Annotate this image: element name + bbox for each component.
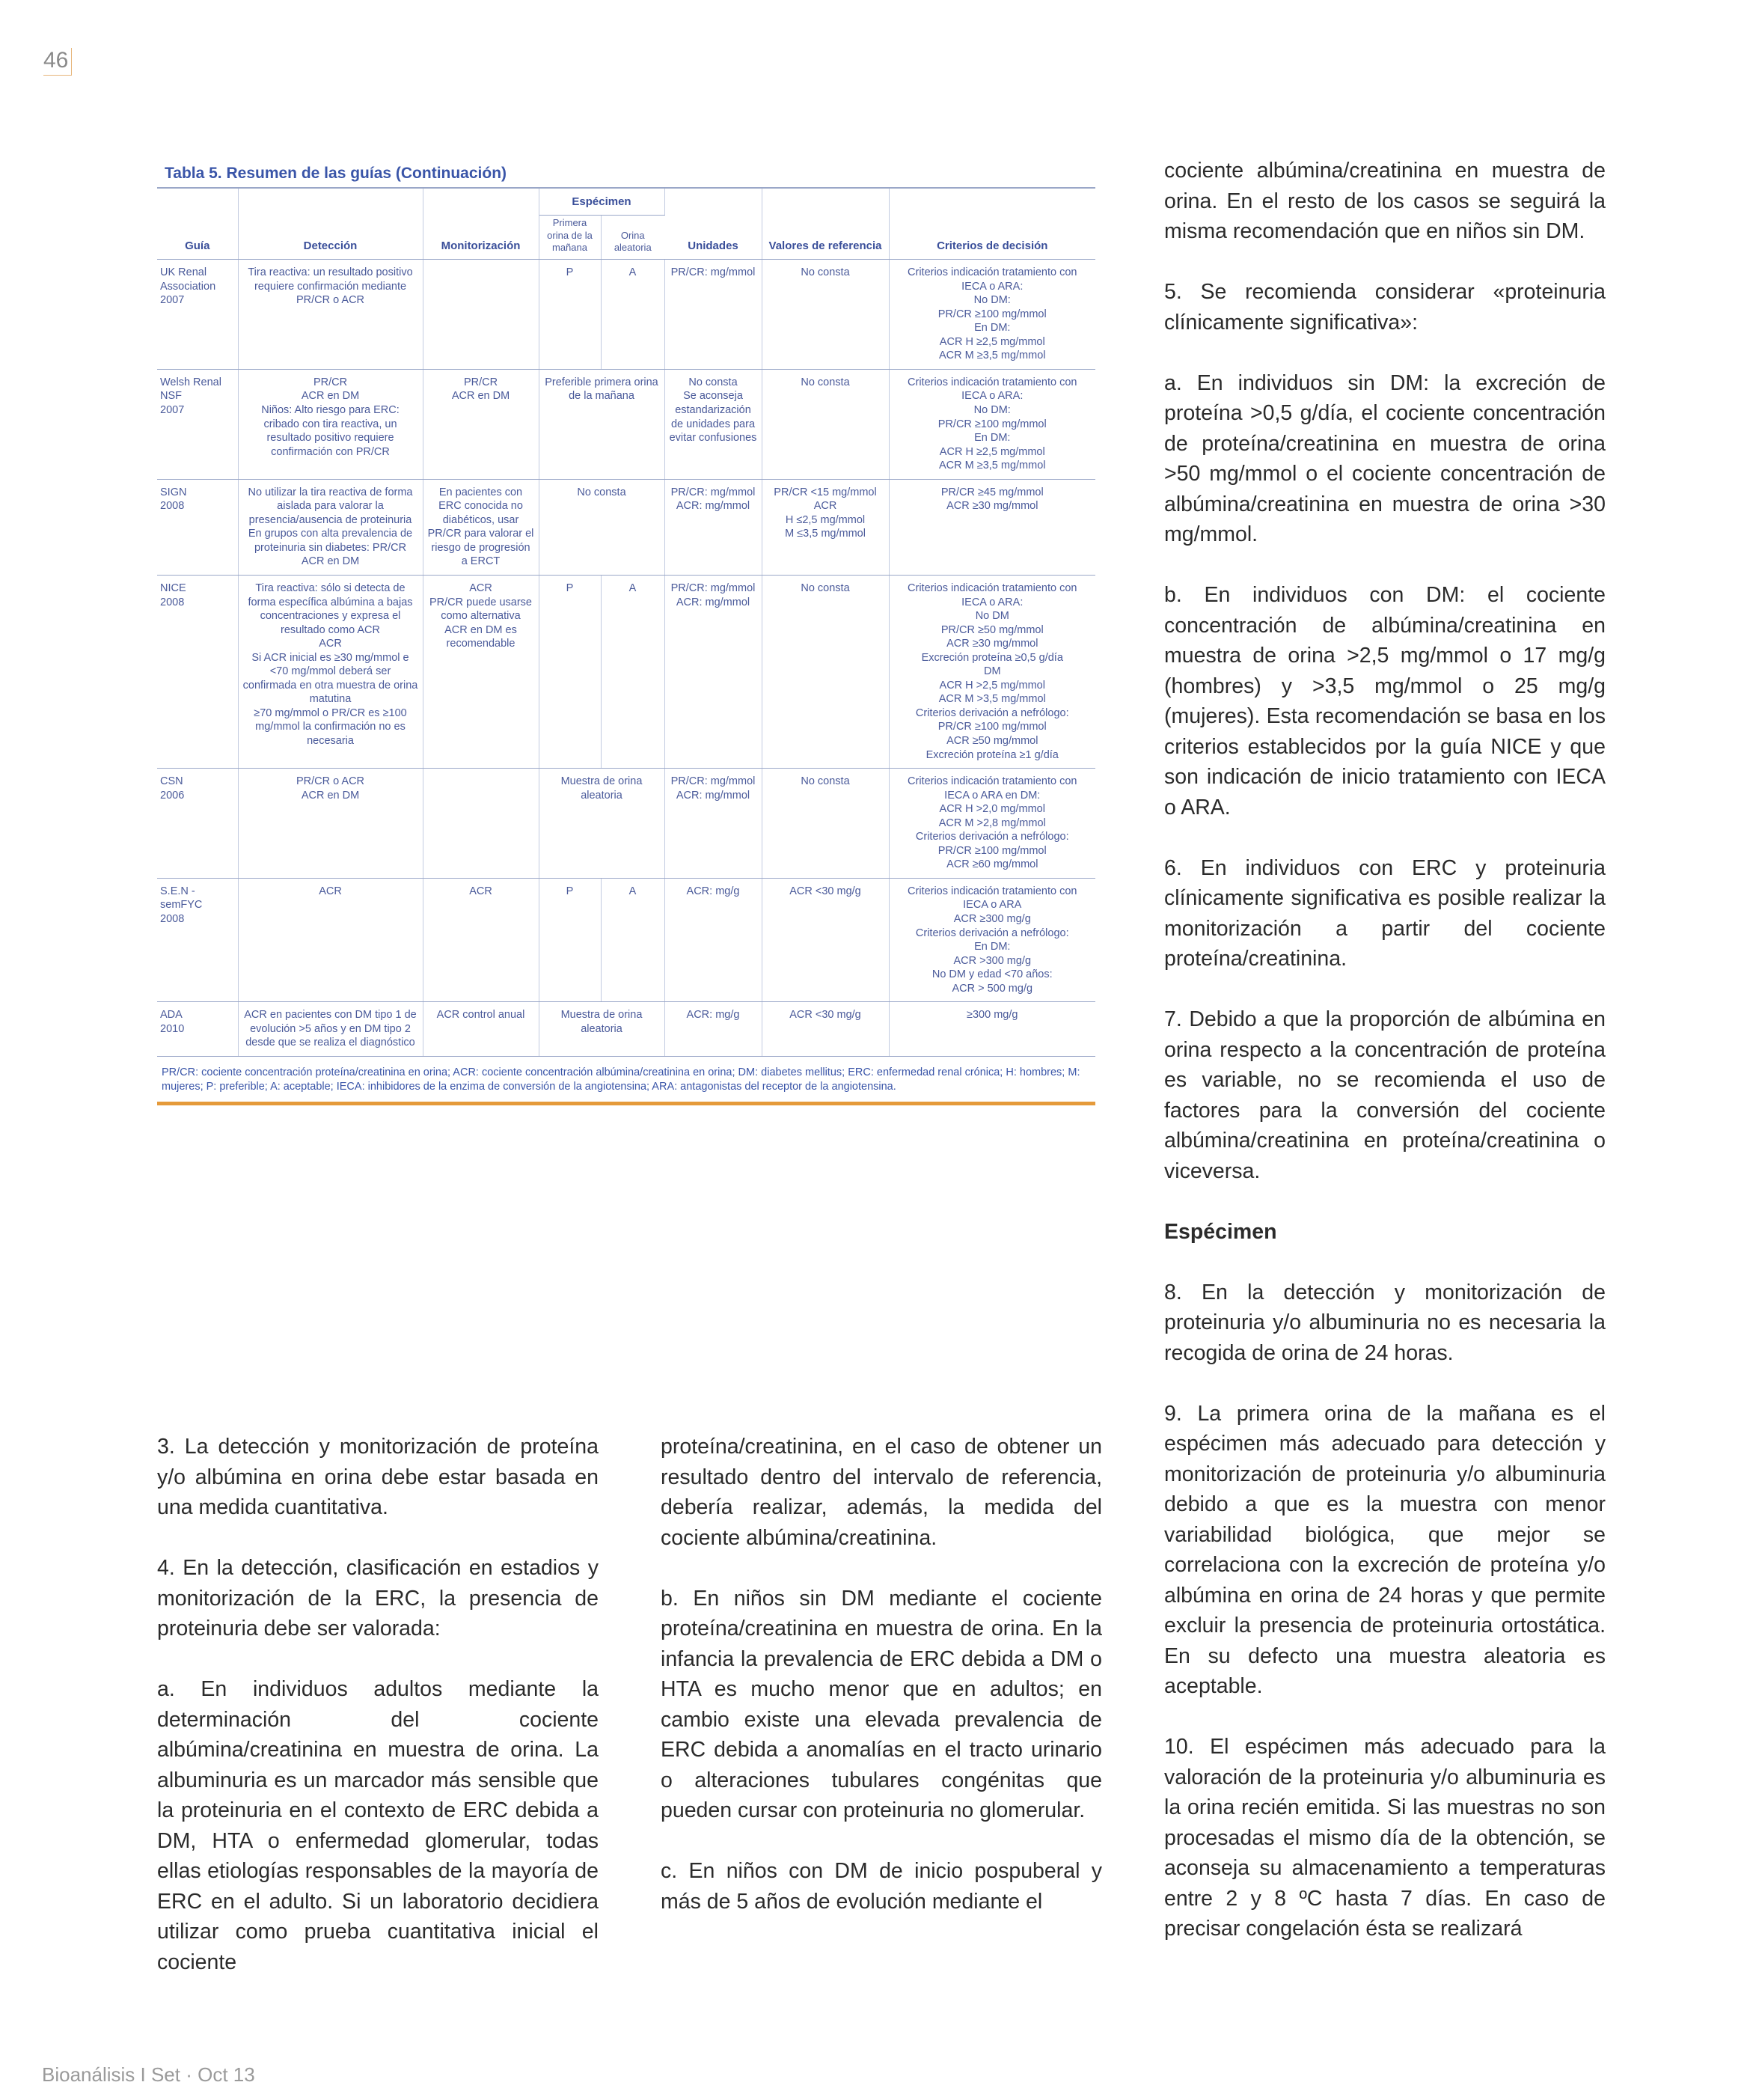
cell-criterios: ≥300 mg/g: [889, 1002, 1095, 1057]
cell-monitorizacion: ACR PR/CR puede usarse como alternativa ACR en DM es recomendable: [423, 576, 539, 769]
paragraph: b. En niños sin DM mediante el cociente proteína/creatinina en muestra de orina. En la infancia la prevalencia de ERC debida a DM o HTA es mucho menor que en adultos; en cambio existe una elevada prevalencia de ERC debida a anomalías en el tracto urinario o alteraciones tubulares congénitas que pueden cursar con proteinuria no glomerular.: [661, 1586, 1102, 1822]
cell-especimen: Preferible primera orina de la mañana: [539, 369, 664, 479]
cell-unidades: No consta Se aconseja estandarización de unidades para evitar confusiones: [664, 369, 762, 479]
paragraph: a. En individuos sin DM: la excreción de proteína >0,5 g/día, el cociente concentración de proteína/creatinina en muestra de orina >50 mg/mmol o el cociente concentración de albúmina/creatinina en muestra de orina >30 mg/mmol.: [1164, 370, 1606, 546]
table-row: [157, 1002, 1095, 1057]
cell-unidades: PR/CR: mg/mmol ACR: mg/mmol: [664, 769, 762, 879]
cell-aleatoria: A: [601, 878, 664, 1001]
cell-criterios: PR/CR ≥45 mg/mmol ACR ≥30 mg/mmol: [889, 479, 1095, 575]
table-row: [157, 576, 1095, 769]
section-heading: Espécimen: [1164, 1219, 1277, 1244]
table-title: Tabla 5. Resumen de las guías (Continuación): [157, 165, 1095, 189]
cell-guia: S.E.N - semFYC 2008: [157, 878, 238, 1001]
cell-valores: PR/CR <15 mg/mmol ACR H ≤2,5 mg/mmol M ≤3,5 mg/mmol: [762, 479, 889, 575]
paragraph: 7. Debido a que la proporción de albúmina en orina respecto a la concentración de proteína es variable, no se recomienda el uso de factores para la conversión del cociente albúmina/creatinina en proteína/creatinina o viceversa.: [1164, 1007, 1606, 1183]
header-primera-orina: Primera orina de la mañana: [539, 216, 601, 260]
guidelines-table: [157, 189, 1095, 1057]
cell-criterios: Criterios indicación tratamiento con IECA o ARA: No DM PR/CR ≥50 mg/mmol ACR ≥30 mg/mmol Excreción proteína ≥0,5 g/día DM ACR H >2,5 mg/mmol ACR M >3,5 mg/mmol Criterios derivación a nefrólogo: PR/CR ≥100 mg/mmol ACR ≥50 mg/mmol Excreción proteína ≥1 g/día: [889, 576, 1095, 769]
cell-monitorizacion: ACR control anual: [423, 1002, 539, 1057]
text-column-left: [157, 1432, 599, 2008]
header-criterios: Criterios de decisión: [889, 189, 1095, 260]
text-column-right: [1164, 156, 1606, 1974]
cell-valores: ACR <30 mg/g: [762, 1002, 889, 1057]
table-row: [157, 369, 1095, 479]
cell-deteccion: ACR en pacientes con DM tipo 1 de evolución >5 años y en DM tipo 2 desde que se realiza el diagnóstico: [238, 1002, 423, 1057]
cell-guia: NICE 2008: [157, 576, 238, 769]
header-valores: Valores de referencia: [762, 189, 889, 260]
table-row: [157, 260, 1095, 370]
table-row: [157, 878, 1095, 1001]
paragraph: 6. En individuos con ERC y proteinuria clínicamente significativa es posible realizar la monitorización a partir del cociente proteína/creatinina.: [1164, 855, 1606, 971]
cell-valores: No consta: [762, 369, 889, 479]
cell-guia: CSN 2006: [157, 769, 238, 879]
paragraph: 9. La primera orina de la mañana es el espécimen más adecuado para detección y monitorización de proteinuria y/o albuminuria debido a que es la muestra con menor variabilidad biológica, que mejor se correlaciona con la excreción de proteína y/o albúmina en orina de 24 horas y que permite excluir la presencia de proteinuria ortostática. En su defecto una muestra aleatoria es aceptable.: [1164, 1401, 1606, 1698]
cell-especimen: No consta: [539, 479, 664, 575]
cell-primera: P: [539, 878, 601, 1001]
header-deteccion: Detección: [238, 189, 423, 260]
cell-guia: UK Renal Association 2007: [157, 260, 238, 370]
cell-guia: Welsh Renal NSF 2007: [157, 369, 238, 479]
paragraph: a. En individuos adultos mediante la determinación del cociente albúmina/creatinina en muestra de orina. La albuminuria es un marcador más sensible que la proteinuria en el contexto de ERC debida a DM, HTA o enfermedad glomerular, todas ellas etiologías responsables de la mayoría de ERC en el adulto. Si un laboratorio decidiera utilizar como prueba cuantitativa inicial el cociente: [157, 1677, 599, 1974]
cell-criterios: Criterios indicación tratamiento con IECA o ARA en DM: ACR H >2,0 mg/mmol ACR M >2,8 mg/mmol Criterios derivación a nefrólogo: PR/CR ≥100 mg/mmol ACR ≥60 mg/mmol: [889, 769, 1095, 879]
cell-deteccion: PR/CR o ACR ACR en DM: [238, 769, 423, 879]
cell-deteccion: Tira reactiva: un resultado positivo requiere confirmación mediante PR/CR o ACR: [238, 260, 423, 370]
paragraph: 5. Se recomienda considerar «proteinuria clínicamente significativa»:: [1164, 280, 1606, 335]
cell-deteccion: ACR: [238, 878, 423, 1001]
cell-unidades: ACR: mg/g: [664, 878, 762, 1001]
cell-valores: No consta: [762, 260, 889, 370]
paragraph: c. En niños con DM de inicio pospuberal y más de 5 años de evolución mediante el: [661, 1859, 1102, 1914]
cell-monitorizacion: [423, 769, 539, 879]
cell-monitorizacion: PR/CR ACR en DM: [423, 369, 539, 479]
cell-criterios: Criterios indicación tratamiento con IECA o ARA: No DM: PR/CR ≥100 mg/mmol En DM: ACR H ≥2,5 mg/mmol ACR M ≥3,5 mg/mmol: [889, 369, 1095, 479]
table-row: [157, 479, 1095, 575]
paragraph: 10. El espécimen más adecuado para la valoración de la proteinuria y/o albuminuria es la orina recién emitida. Si las muestras no son procesadas el mismo día de la obtención, se aconseja su almacenamiento a temperaturas entre 2 y 8 ºC hasta 7 días. En caso de precisar congelación ésta se realizará: [1164, 1735, 1606, 1941]
cell-valores: ACR <30 mg/g: [762, 878, 889, 1001]
cell-aleatoria: A: [601, 576, 664, 769]
cell-deteccion: Tira reactiva: sólo si detecta de forma específica albúmina a bajas concentraciones y expresa el resultado como ACR ACR Si ACR inicial es ≥30 mg/mmol e <70 mg/mmol deberá ser confirmada en otra muestra de orina matutina ≥70 mg/mmol o PR/CR es ≥100 mg/mmol la confirmación no es necesaria: [238, 576, 423, 769]
header-monitorizacion: Monitorización: [423, 189, 539, 260]
cell-monitorizacion: En pacientes con ERC conocida no diabéticos, usar PR/CR para valorar el riesgo de progresión a ERCT: [423, 479, 539, 575]
cell-valores: No consta: [762, 769, 889, 879]
cell-guia: ADA 2010: [157, 1002, 238, 1057]
header-guia: Guía: [157, 189, 238, 260]
paragraph: 3. La detección y monitorización de proteína y/o albúmina en orina debe estar basada en una medida cuantitativa.: [157, 1435, 599, 1519]
header-especimen: Espécimen: [539, 189, 664, 216]
cell-especimen: Muestra de orina aleatoria: [539, 1002, 664, 1057]
cell-criterios: Criterios indicación tratamiento con IECA o ARA ACR ≥300 mg/g Criterios derivación a nefrólogo: En DM: ACR >300 mg/g No DM y edad <70 años: ACR > 500 mg/g: [889, 878, 1095, 1001]
header-orina-aleatoria: Orina aleatoria: [601, 216, 664, 260]
cell-aleatoria: A: [601, 260, 664, 370]
paragraph: proteína/creatinina, en el caso de obtener un resultado dentro del intervalo de referencia, debería realizar, además, la medida del cociente albúmina/creatinina.: [661, 1435, 1102, 1550]
text-column-middle: [661, 1432, 1102, 1947]
guidelines-table-block: [157, 165, 1095, 1105]
cell-unidades: PR/CR: mg/mmol ACR: mg/mmol: [664, 576, 762, 769]
cell-criterios: Criterios indicación tratamiento con IECA o ARA: No DM: PR/CR ≥100 mg/mmol En DM: ACR H ≥2,5 mg/mmol ACR M ≥3,5 mg/mmol: [889, 260, 1095, 370]
cell-primera: P: [539, 260, 601, 370]
cell-monitorizacion: [423, 260, 539, 370]
cell-deteccion: No utilizar la tira reactiva de forma aislada para valorar la presencia/ausencia de proteinuria En grupos con alta prevalencia de proteinuria sin diabetes: PR/CR ACR en DM: [238, 479, 423, 575]
table-footnote: PR/CR: cociente concentración proteína/creatinina en orina; ACR: cociente concentración albúmina/creatinina en orina; DM: diabetes mellitus; ERC: enfermedad renal crónica; H: hombres; M: mujeres; P: preferible; A: aceptable; IECA: inhibidores de la enzima de conversión de la angiotensina; ARA: antagonistas del receptor de la angiotensina.: [157, 1057, 1095, 1105]
page-footer: Bioanálisis I Set · Oct 13: [42, 2063, 255, 2086]
cell-monitorizacion: ACR: [423, 878, 539, 1001]
page-number: 46: [43, 48, 72, 76]
cell-unidades: PR/CR: mg/mmol ACR: mg/mmol: [664, 479, 762, 575]
paragraph: 4. En la detección, clasificación en estadios y monitorización de la ERC, la presencia de proteinuria debe ser valorada:: [157, 1556, 599, 1640]
cell-primera: P: [539, 576, 601, 769]
paragraph: b. En individuos con DM: el cociente concentración de albúmina/creatinina en muestra de orina >2,5 mg/mmol o 17 mg/g (hombres) y >3,5 mg/mmol o 25 mg/g (mujeres). Esta recomendación se basa en los criterios establecidos por la guía NICE y que son indicación de inicio tratamiento con IECA o ARA.: [1164, 583, 1606, 819]
cell-valores: No consta: [762, 576, 889, 769]
cell-especimen: Muestra de orina aleatoria: [539, 769, 664, 879]
paragraph: 8. En la detección y monitorización de proteinuria y/o albuminuria no es necesaria la recogida de orina de 24 horas.: [1164, 1280, 1606, 1365]
cell-unidades: ACR: mg/g: [664, 1002, 762, 1057]
cell-guia: SIGN 2008: [157, 479, 238, 575]
paragraph: cociente albúmina/creatinina en muestra de orina. En el resto de los casos se seguirá la misma recomendación que en niños sin DM.: [1164, 159, 1606, 243]
cell-deteccion: PR/CR ACR en DM Niños: Alto riesgo para ERC: cribado con tira reactiva, un resultado positivo requiere confirmación con PR/CR: [238, 369, 423, 479]
table-row: [157, 769, 1095, 879]
cell-unidades: PR/CR: mg/mmol: [664, 260, 762, 370]
header-unidades: Unidades: [664, 189, 762, 260]
